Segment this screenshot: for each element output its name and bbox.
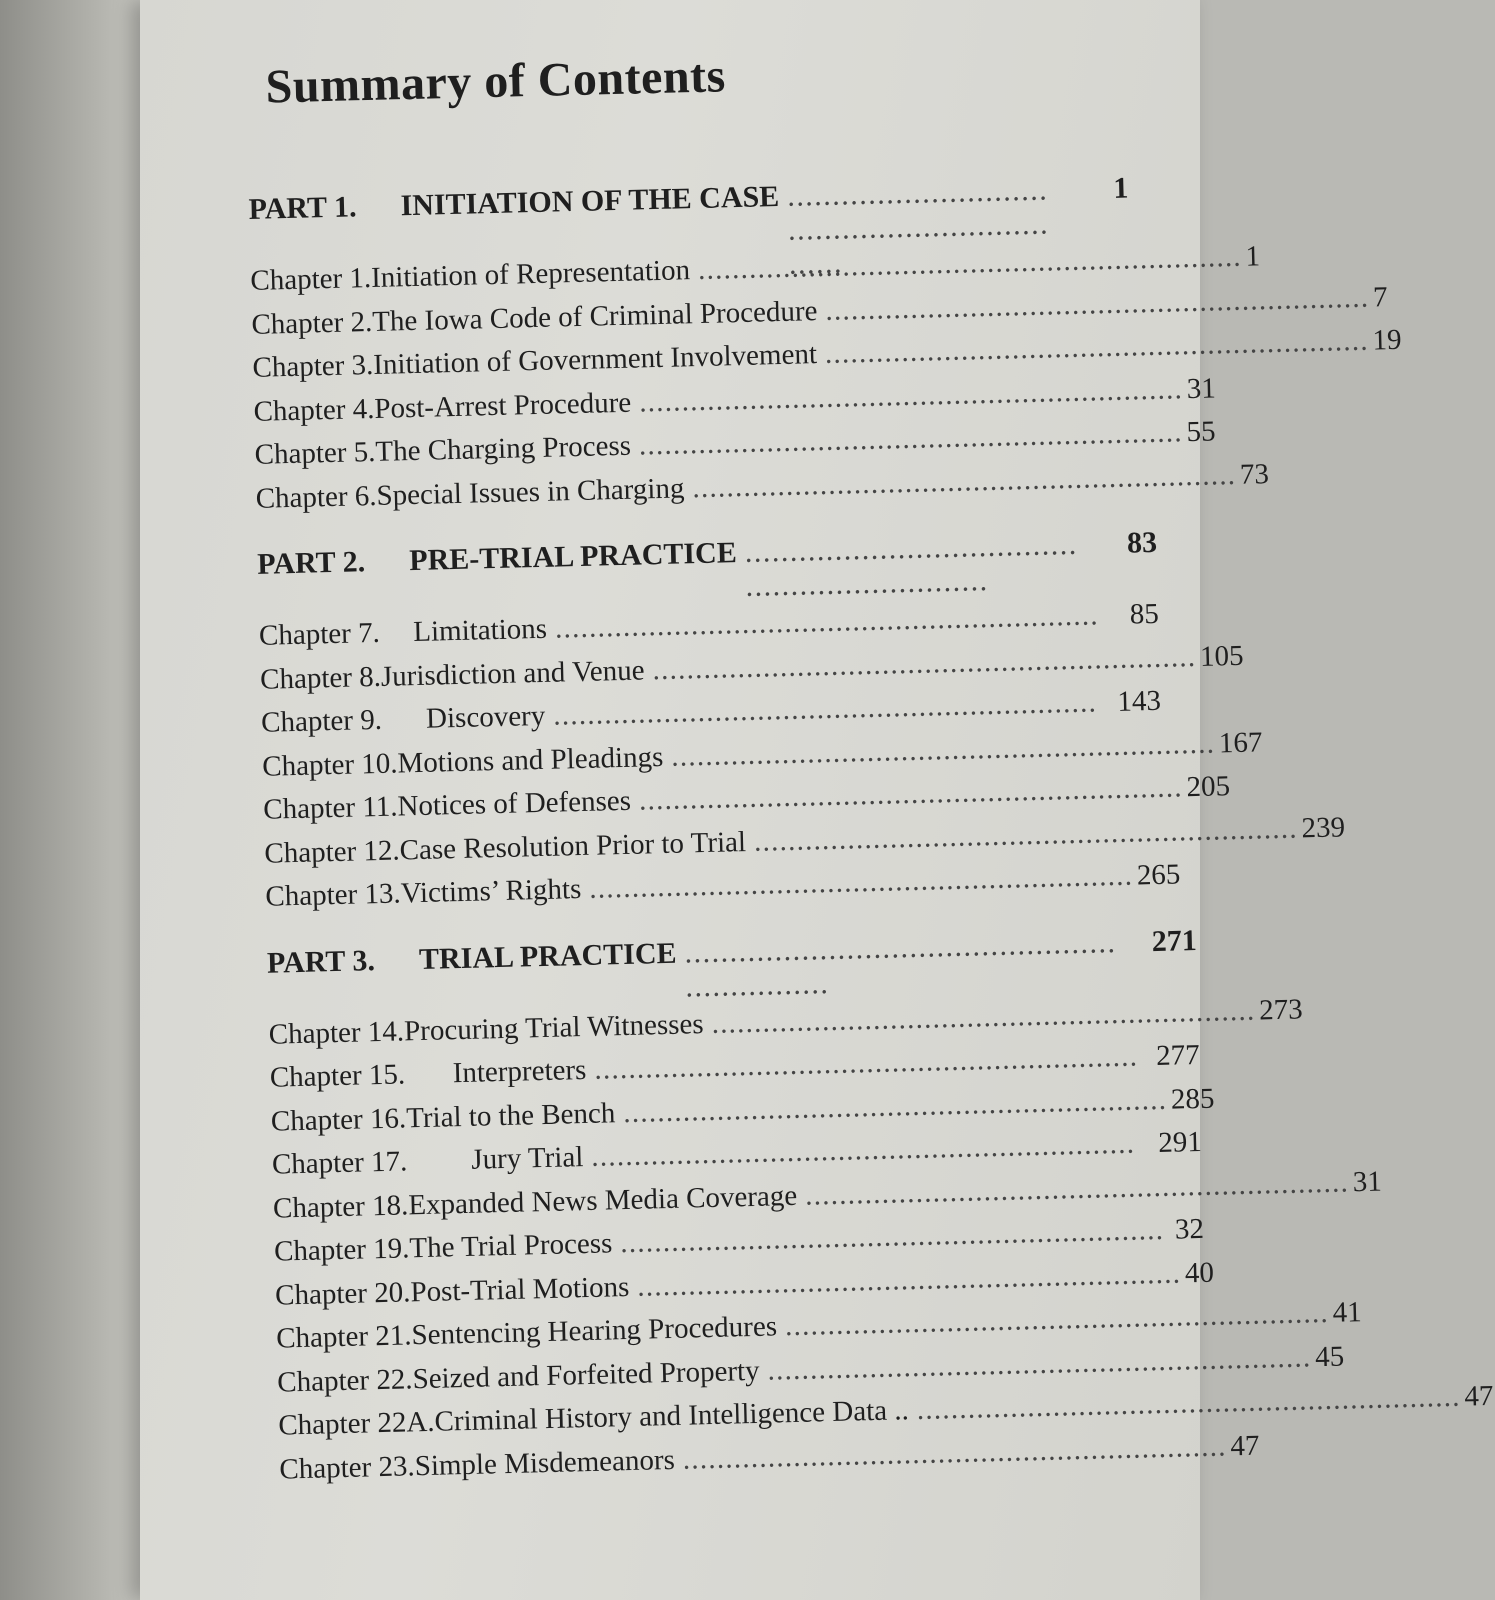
chapter-page-number: 85 bbox=[1129, 597, 1160, 631]
dot-leader bbox=[698, 241, 1238, 287]
chapter-title: Special Issues in Charging bbox=[376, 471, 685, 512]
part-section bbox=[256, 525, 1346, 925]
chapter-title: The Trial Process bbox=[409, 1227, 613, 1265]
chapter-page-number: 73 bbox=[1239, 457, 1270, 491]
chapter-page-number: 239 bbox=[1301, 810, 1346, 844]
chapter-page-number: 47 bbox=[1463, 1379, 1494, 1413]
chapter-title: Discovery bbox=[425, 699, 546, 735]
part-heading bbox=[248, 171, 1129, 240]
chapter-title: Initiation of Government Involvement bbox=[372, 338, 818, 381]
dot-leader bbox=[684, 925, 1120, 1004]
part-heading bbox=[257, 526, 1158, 596]
part-title: PRE-TRIAL PRACTICE bbox=[408, 536, 738, 578]
chapter-number: Chapter 14. bbox=[268, 1014, 405, 1051]
chapter-title: Jurisdiction and Venue bbox=[380, 653, 645, 693]
chapter-page-number: 285 bbox=[1170, 1082, 1215, 1116]
chapter-list bbox=[250, 240, 1402, 526]
chapter-page-number: 31 bbox=[1352, 1165, 1383, 1198]
chapter-page-number: 143 bbox=[1117, 684, 1162, 718]
chapter-number: Chapter 3. bbox=[252, 348, 374, 384]
facing-page-edge bbox=[0, 0, 150, 1600]
chapter-page-number: 41 bbox=[1332, 1296, 1362, 1329]
part-page-number: 83 bbox=[1126, 525, 1158, 560]
chapter-title: Initiation of Representation bbox=[370, 254, 691, 294]
chapter-number: Chapter 8. bbox=[259, 660, 382, 696]
chapter-number: Chapter 6. bbox=[255, 479, 377, 515]
part-section bbox=[248, 170, 1402, 526]
chapter-page-number: 32 bbox=[1174, 1212, 1205, 1246]
chapter-number: Chapter 17. bbox=[271, 1145, 408, 1181]
page-title: Summary of Contents bbox=[265, 49, 727, 114]
part-title: TRIAL PRACTICE bbox=[418, 936, 677, 976]
chapter-number: Chapter 7. bbox=[258, 616, 381, 652]
chapter-number: Chapter 10. bbox=[261, 746, 398, 783]
chapter-number: Chapter 4. bbox=[253, 392, 375, 428]
chapter-page-number: 40 bbox=[1184, 1256, 1215, 1289]
part-number: PART 3. bbox=[266, 943, 376, 980]
chapter-title: Seized and Forfeited Property bbox=[412, 1354, 760, 1395]
chapter-number: Chapter 23. bbox=[279, 1449, 416, 1486]
chapter-number: Chapter 16. bbox=[270, 1101, 407, 1138]
part-page-number: 1 bbox=[1112, 171, 1129, 205]
chapter-page-number: 105 bbox=[1199, 639, 1244, 673]
chapter-list bbox=[258, 597, 1346, 925]
part-title: INITIATION OF THE CASE bbox=[400, 179, 780, 223]
chapter-list bbox=[268, 992, 1494, 1497]
dot-leader bbox=[744, 528, 1080, 604]
chapter-number: Chapter 22. bbox=[276, 1362, 413, 1399]
part-page-number: 271 bbox=[1151, 923, 1198, 958]
chapter-number: Chapter 1. bbox=[250, 261, 372, 297]
chapter-number: Chapter 13. bbox=[265, 877, 402, 913]
chapter-title: The Iowa Code of Criminal Procedure bbox=[371, 294, 818, 338]
chapter-title: Procuring Trial Witnesses bbox=[403, 1007, 704, 1047]
contents-area bbox=[245, 37, 1494, 1497]
chapter-title: Limitations bbox=[412, 612, 548, 649]
chapter-number: Chapter 21. bbox=[275, 1319, 412, 1355]
chapter-number: Chapter 11. bbox=[262, 790, 398, 826]
chapter-number: Chapter 5. bbox=[254, 435, 376, 471]
chapter-title: Trial to the Bench bbox=[405, 1096, 616, 1134]
chapter-title: Post-Arrest Procedure bbox=[373, 386, 632, 425]
chapter-title: Criminal History and Intelligence Data .. bbox=[434, 1394, 910, 1438]
chapter-page-number: 205 bbox=[1186, 770, 1231, 804]
chapter-page-number: 7 bbox=[1372, 280, 1388, 314]
chapter-page-number: 277 bbox=[1155, 1038, 1200, 1073]
chapter-page-number: 167 bbox=[1218, 725, 1263, 759]
chapter-title: Notices of Defenses bbox=[397, 784, 632, 823]
chapter-number: Chapter 9. bbox=[260, 703, 383, 739]
chapter-title: Post-Trial Motions bbox=[410, 1270, 630, 1308]
chapter-page-number: 31 bbox=[1186, 371, 1217, 405]
chapter-title: Jury Trial bbox=[470, 1141, 584, 1176]
chapter-page-number: 45 bbox=[1314, 1340, 1345, 1373]
chapter-number: Chapter 22A. bbox=[277, 1405, 435, 1442]
chapter-number: Chapter 18. bbox=[272, 1188, 409, 1225]
chapter-page-number: 265 bbox=[1136, 858, 1181, 892]
chapter-number: Chapter 2. bbox=[251, 305, 373, 341]
chapter-title: Expanded News Media Coverage bbox=[407, 1179, 798, 1221]
chapter-title: Case Resolution Prior to Trial bbox=[399, 825, 747, 866]
part-heading bbox=[267, 924, 1198, 995]
chapter-title: Sentencing Hearing Procedures bbox=[411, 1310, 778, 1352]
chapter-page-number: 273 bbox=[1258, 992, 1304, 1027]
chapter-title: Motions and Pleadings bbox=[397, 740, 664, 779]
chapter-page-number: 55 bbox=[1186, 415, 1216, 449]
chapter-page-number: 47 bbox=[1229, 1429, 1260, 1462]
table-of-contents bbox=[248, 170, 1494, 1497]
chapter-number: Chapter 15. bbox=[269, 1058, 406, 1094]
chapter-title: The Charging Process bbox=[375, 429, 632, 468]
part-number: PART 2. bbox=[256, 545, 366, 581]
chapter-title: Simple Misdemeanors bbox=[414, 1443, 676, 1482]
chapter-number: Chapter 19. bbox=[273, 1232, 410, 1268]
chapter-page-number: 19 bbox=[1372, 323, 1402, 357]
chapter-number: Chapter 20. bbox=[274, 1275, 411, 1312]
book-page bbox=[140, 0, 1494, 1600]
chapter-page-number: 1 bbox=[1245, 240, 1261, 273]
chapter-number: Chapter 12. bbox=[263, 833, 401, 870]
chapter-page-number: 291 bbox=[1157, 1125, 1203, 1160]
part-section bbox=[266, 923, 1494, 1497]
dot-leader bbox=[555, 599, 1095, 645]
chapter-title: Interpreters bbox=[452, 1053, 587, 1090]
part-number: PART 1. bbox=[248, 190, 357, 226]
chapter-title: Victims’ Rights bbox=[400, 873, 582, 910]
